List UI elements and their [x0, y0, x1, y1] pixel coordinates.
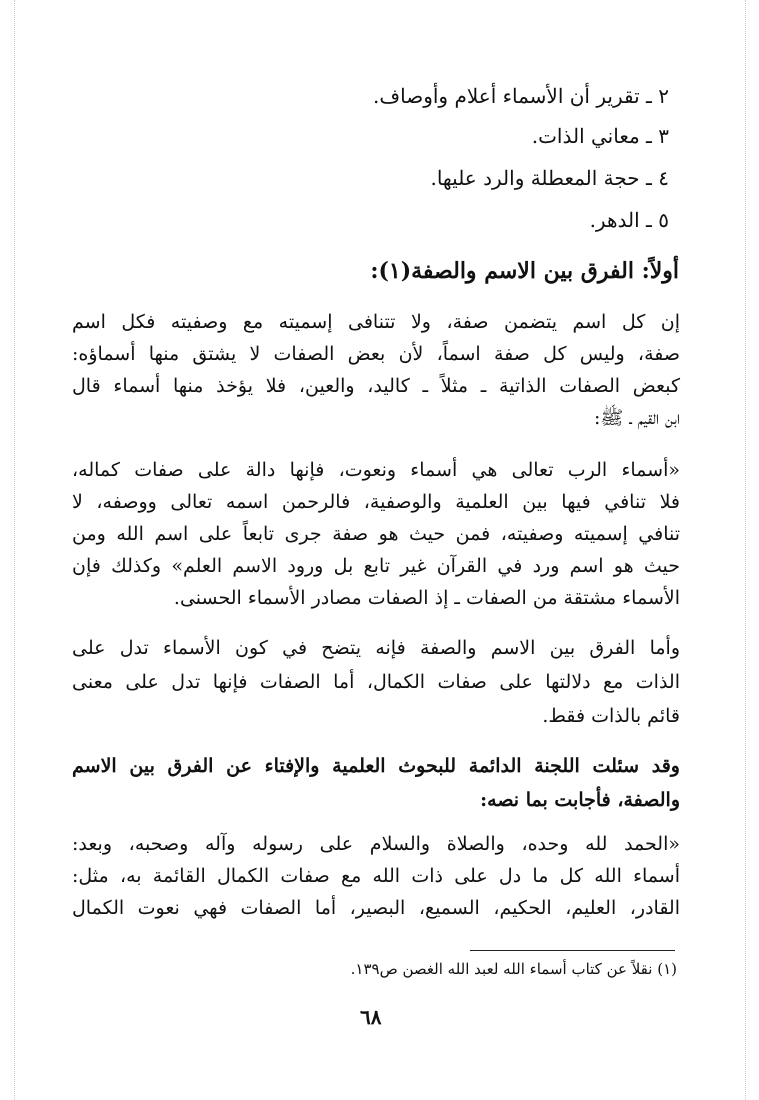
text-line: صفة، وليس كل صفة اسماً، لأن بعض الصفات لا يشتق منها أسماؤه: — [72, 343, 680, 365]
list-item: ٢ ـ تقرير أن الأسماء أعلام وأوصاف. — [373, 84, 669, 108]
scan-margin-line — [14, 0, 15, 1100]
text-line: «الحمد لله وحده، والصلاة والسلام على رسوله وآله وصحبه، وبعد: — [72, 833, 680, 855]
text-line: كبعض الصفات الذاتية ـ مثلاً ـ كاليد، والعين، فلا يؤخذ منها أسماء قال — [72, 375, 680, 397]
list-item: ٤ ـ حجة المعطلة والرد عليها. — [430, 166, 669, 190]
list-item: ٣ ـ معاني الذات. — [531, 124, 669, 148]
scan-margin-line — [745, 0, 746, 1100]
quote-2 — [72, 830, 680, 930]
text-line: فلا تنافي فيها بين العلمية والوصفية، فالرحمن اسمه تعالى ووصفه، لا — [72, 491, 680, 513]
text-line: والصفة، فأجابت بما نصه: — [480, 789, 680, 811]
page-number: ٦٨ — [360, 1005, 382, 1029]
paragraph-3 — [72, 752, 680, 822]
text-line: القادر، العليم، الحكيم، السميع، البصير، أما الصفات فهي نعوت الكمال — [72, 897, 680, 919]
text-line: وأما الفرق بين الاسم والصفة فإنه يتضح في كون الأسماء تدل على — [72, 637, 680, 659]
list-item: ٥ ـ الدهر. — [589, 208, 669, 232]
text-line: وقد سئلت اللجنة الدائمة للبحوث العلمية والإفتاء عن الفرق بين الاسم — [72, 755, 680, 777]
text-line: الذات مع دلالتها على صفات الكمال، أما الصفات فإنها تدل على معنى — [72, 671, 680, 693]
text-line: ابن القيم ـ ﷺ: — [594, 407, 680, 429]
quote-1 — [72, 456, 680, 626]
section-heading: أولاً: الفرق بين الاسم والصفة(١): — [370, 258, 679, 284]
text-line: الأسماء مشتقة من الصفات ـ إذ الصفات مصادر الأسماء الحسنى. — [173, 587, 680, 609]
text-line: تنافي إسميته وصفيته، فمن حيث هو صفة جرى تابعاً على اسم الله ومن — [72, 523, 680, 545]
footnote: (١) نقلاً عن كتاب أسماء الله لعبد الله الغصن ص١٣٩. — [350, 960, 677, 978]
text-line: «أسماء الرب تعالى هي أسماء ونعوت، فإنها دالة على صفات كماله، — [72, 459, 680, 481]
footnote-separator — [470, 950, 675, 951]
text-line: إن كل اسم يتضمن صفة، ولا تتنافى إسميته مع وصفيته فكل اسم — [72, 311, 680, 333]
text-line: حيث هو اسم ورد في القرآن غير تابع بل ورود الاسم العلم» وكذلك فإن — [72, 555, 680, 577]
text-line: قائم بالذات فقط. — [542, 705, 680, 727]
text-line: أسماء الله كل ما دل على ذات الله مع صفات الكمال القائمة به، مثل: — [72, 865, 680, 887]
paragraph-1 — [72, 308, 680, 448]
paragraph-2 — [72, 634, 680, 734]
